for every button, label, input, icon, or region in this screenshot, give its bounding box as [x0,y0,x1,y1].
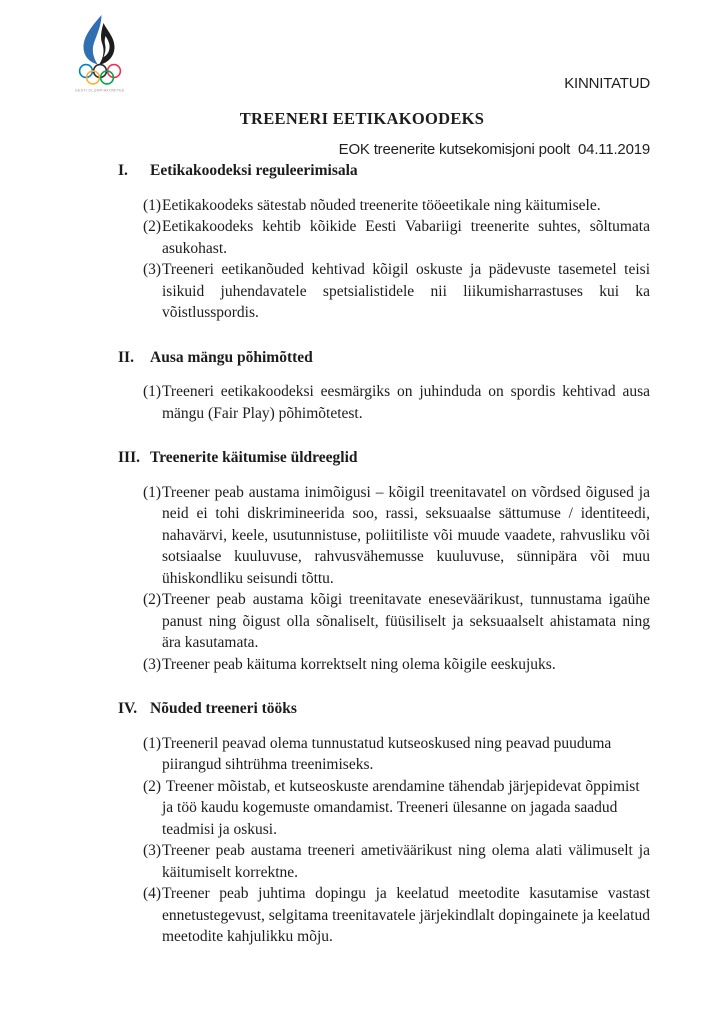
clause-number: (2) [143,218,162,235]
section-numeral: II. [118,348,134,366]
approved-label: KINNITATUD [564,75,650,92]
clause-item [143,589,650,654]
clause-number: (2) [143,777,162,795]
olympic-rings-icon [80,65,121,84]
clause-item [143,776,650,841]
clause-text: Treener peab austama kõigi treenitavate eneseväärikust, tunnustama igaühe panust ning õigust olla sõnaliselt, füüsiliselt ja seksuaalselt ahistamata ning ära kasutamata. [162,591,650,651]
section-numeral: III. [118,449,140,466]
clause-item [143,840,650,883]
section-i [118,160,650,324]
clause-number: (2) [143,591,162,608]
section-iv [118,698,650,948]
section-items [143,195,650,324]
section-numeral: IV. [118,700,138,717]
section-title: Treenerite käitumise üldreeglid [150,449,358,466]
approved-by-line: EOK treenerite kutsekomisjoni poolt 04.11.2019 [338,141,650,158]
clause-item [143,654,650,676]
clause-item [143,216,650,259]
flame-icon [84,15,115,65]
clause-number: (1) [143,383,162,400]
clause-text: Treener peab käituma korrektselt ning olema kõigile eeskujuks. [162,655,556,673]
clause-number: (1) [143,734,162,752]
clause-number: (1) [143,483,162,501]
section-items [143,381,650,424]
section-heading-row [118,347,650,369]
clause-item [143,883,650,948]
document-sections [118,160,650,948]
clause-item [143,195,650,217]
clause-number: (1) [143,196,162,214]
clause-item [143,482,650,590]
section-items [143,733,650,948]
section-heading-row [118,160,650,182]
eok-logo-graphic [72,14,128,100]
clause-text: Eetikakoodeks sätestab nõuded treenerite tööeetikale ning käitumisele. [162,196,601,214]
clause-text: Treeneri eetikanõuded kehtivad kõigil oskuste ja pädevuste tasemetel teisi isikuid juhendavatele spetsialistidele nii liikumisharrastuses kui ka võistlusspordis. [162,261,650,321]
clause-number: (3) [143,261,162,278]
clause-item [143,733,650,776]
page-title: TREENERI EETIKAKOODEKS [239,109,485,128]
section-iii [118,447,650,675]
section-ii [118,347,650,425]
section-items [143,482,650,676]
logo-caption: EESTI OLÜMPIAKOMITEE [75,88,125,93]
clause-number: (4) [143,885,162,902]
clause-text: Treener peab austama treeneri ametiväärikust ning olema alati välimuselt ja käitumiselt korrektne. [162,842,650,881]
clause-item [143,259,650,324]
section-heading-row [118,698,650,720]
eok-logo [72,14,128,100]
clause-number: (3) [143,655,162,673]
clause-text: Eetikakoodeks kehtib kõikide Eesti Vabariigi treenerite suhtes, sõltumata asukohast. [162,218,650,257]
clause-text: Treener peab juhtima dopingu ja keelatud meetodite kasutamise vastast ennetustegevust, selgitama treenitavatele järjekindlalt dopingainete ja keelatud meetodite kahjulikku mõju. [162,885,650,945]
clause-item [143,381,650,424]
clause-text: Treener mõistab, et kutseoskuste arendamine tähendab järjepidevat õppimist ja töö kaudu kogemuste omandamist. Treeneri ülesanne on jagada saadud teadmisi ja oskusi. [162,777,640,838]
section-title: Eetikakoodeksi reguleerimisala [150,162,358,179]
section-heading-row [118,447,650,469]
section-title: Nõuded treeneri tööks [150,700,297,717]
section-numeral: I. [118,162,128,179]
clause-text: Treeneri eetikakoodeksi eesmärgiks on juhinduda on spordis kehtivad ausa mängu (Fair Play) põhimõtetest. [162,383,650,422]
clause-text: Treeneril peavad olema tunnustatud kutseoskused ning peavad puuduma piirangud sihtrühma treenimiseks. [162,734,612,773]
clause-text: Treener peab austama inimõigusi – kõigil treenitavatel on võrdsed õigused ja neid ei tohi diskrimineerida soo, rassi, seksuaalse sättumuse / identiteedi, nahavärvi, keele, usutunnistuse, poliitiliste või muude vaadete, rahvusliku või sotsiaalse kuuluvuse, rahvusvähemusse kuuluvuse, sünnipära või muu ühiskondliku seisundi tõttu. [162,483,650,587]
section-title: Ausa mängu põhimõtted [150,348,313,366]
clause-number: (3) [143,842,162,859]
